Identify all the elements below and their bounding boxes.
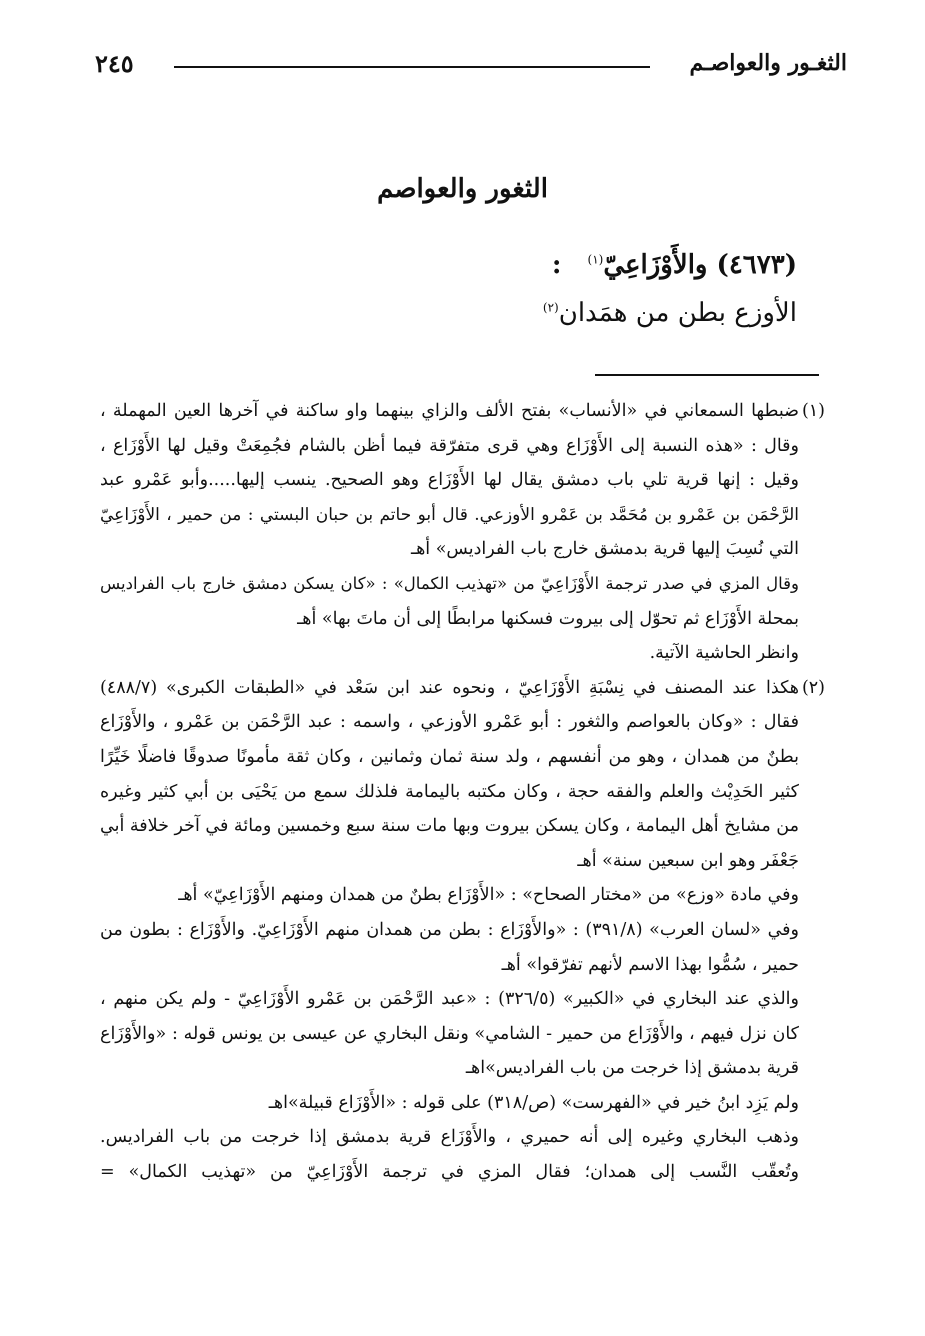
footnote-line xyxy=(100,844,825,879)
page-number: ٢٤٥ xyxy=(95,48,134,78)
running-title: الثغـور والعواصـم xyxy=(689,50,847,76)
entry-text: (٤٦٧٣) والأَوْزَاعِيّ xyxy=(603,250,797,280)
footnote-text: كان نزل فيهم ، والأَوْزَاع من حمير - الشامي» ونقل البخاري عن عيسى بن يونس قوله : «والأَوْزَاع xyxy=(100,1023,799,1044)
footnote-line xyxy=(100,809,825,844)
footnote-line xyxy=(100,394,825,429)
entry-body-text: الأوزع بطن من همَدان xyxy=(558,298,797,328)
footnote-line xyxy=(100,1155,825,1190)
footnote-line xyxy=(100,1120,825,1155)
footnote-text: من مشايخ أهل اليمامة ، وكان يسكن بيروت وبها مات سنة سبع وخمسين ومائة في آخر خلافة أبي xyxy=(100,816,799,837)
entry-note-ref: (١) xyxy=(587,252,604,267)
header-rule xyxy=(174,66,650,68)
footnote-marker: (٢) xyxy=(801,677,825,698)
footnote-line xyxy=(100,982,825,1017)
footnote-line xyxy=(100,463,825,498)
footnote-line xyxy=(100,636,825,671)
footnote-text: بطنٌ من همدان ، وهو من أنفسهم ، ولد سنة ثمان وثمانين ، وكان ثقة مأمونًا صدوقًا فاضلًا خَيِّرًا xyxy=(100,746,799,767)
footnote-text: وقيل : إنها قرية تلي باب دمشق يقال لها الأَوْزَاع وهو الصحيح. ينسب إليها.....وأبو عَمْرو عبد xyxy=(100,470,799,491)
footnote-text: قرية بدمشق إذا خرجت من باب الفراديس»اهـ xyxy=(465,1058,799,1079)
footnote-text: وقال المزي في صدر ترجمة الأَوْزَاعِيّ من «تهذيب الكمال» : «كان يسكن دمشق خارج باب الفراديس xyxy=(100,573,799,593)
footnote-text: وفي «لسان العرب» (٣٩١/٨) : «والأَوْزَاع : بطن من همدان منهم الأَوْزَاعِيّ. والأَوْزَاع : بطون من xyxy=(100,919,799,940)
footnote-line xyxy=(100,567,825,602)
running-header xyxy=(95,38,847,88)
footnote-text: الرَّحْمَن بن عَمْرو بن مُحَمَّد بن عَمْرو الأوزعي. قال أبو حاتم بن حبان البستي : من حمير ، الأَوْزَاعِيّ xyxy=(100,504,799,525)
footnote-text: والذي عند البخاري في «الكبير» (٣٢٦/٥) : «عبد الرَّحْمَن بن عَمْرو الأَوْزَاعِيّ - ولم يكن منهم ، xyxy=(100,989,799,1010)
footnote-text: وتُعقّب النَّسب إلى همدان؛ فقال المزي في ترجمة الأَوْزَاعِيّ من «تهذيب الكمال» = xyxy=(100,1162,799,1183)
footnote-line xyxy=(100,705,825,740)
footnote-text: ولم يَزِد ابنُ خير في «الفهرست» (ص/٣١٨) على قوله : «الأَوْزَاع قبيلة»اهـ xyxy=(268,1092,799,1113)
footnote-line xyxy=(100,671,825,706)
footnote-line xyxy=(100,740,825,775)
footnote-line xyxy=(100,878,825,913)
footnote-line xyxy=(100,1051,825,1086)
entry-heading xyxy=(552,250,797,280)
footnote-text: هكذا عند المصنف في نِسْبَةِ الأَوْزَاعِيّ ، ونحوه عند ابن سَعْد في «الطبقات الكبرى» (٤٨٨/٧) xyxy=(100,677,799,698)
footnote-text: بمحلة الأَوْزَاع ثم تحوّل إلى بيروت فسكنها مرابطًا إلى أن ماتَ بها» أهـ xyxy=(297,608,799,629)
footnote-text: التي نُسِبَ إليها قرية بدمشق خارج باب الفراديس» أهـ xyxy=(410,539,799,560)
footnote-line xyxy=(100,913,825,948)
footnote-text: وذهب البخاري وغيره إلى أنه حميري ، والأَوْزَاع قرية بدمشق إذا خرجت من باب الفراديس. xyxy=(100,1127,799,1148)
body-note-ref: (٢) xyxy=(542,300,559,315)
section-title: الثغور والعواصم xyxy=(377,174,548,204)
footnote-text: وفي مادة «وزع» من «مختار الصحاح» : «الأَوْزَاع بطنٌ من همدان ومنهم الأَوْزَاعِيّ» أهـ xyxy=(178,885,799,906)
footnote-text: ضبطها السمعاني في «الأنساب» بفتح الألف والزاي بينهما واو ساكنة في آخرها العين المهملة ، xyxy=(100,401,799,421)
footnote-text: جَعْفَر وهو ابن سبعين سنة» أهـ xyxy=(577,850,799,871)
footnote-marker: (١) xyxy=(801,401,825,421)
footnote-line xyxy=(100,948,825,983)
footnote-line xyxy=(100,498,825,533)
footnote-line xyxy=(100,1017,825,1052)
footnote-separator xyxy=(595,374,819,376)
footnote-line xyxy=(100,1086,825,1121)
footnote-text: وانظر الحاشية الآتية. xyxy=(649,643,799,664)
footnote-line xyxy=(100,602,825,637)
footnote-line xyxy=(100,429,825,464)
entry-colon: : xyxy=(551,250,562,280)
entry-body xyxy=(543,298,797,328)
footnotes xyxy=(100,394,825,1190)
footnote-text: فقال : «وكان بالعواصم والثغور : أبو عَمْرو الأوزعي ، واسمه : عبد الرَّحْمَن بن عَمْرو ، والأَوْزَاع xyxy=(100,712,799,733)
footnote-line xyxy=(100,775,825,810)
footnote-line xyxy=(100,532,825,567)
footnote-text: كثير الحَدِيْث والعلم والفقه حجة ، وكان مكتبه باليمامة فلذلك سمع من يَحْيَى بن أبي كثير وغيره xyxy=(100,781,799,802)
footnote-text: وقال : «هذه النسبة إلى الأَوْزَاع وهي قرى متفرّقة فيما أظن بالشام فجُمِعَتْ وقيل لها الأَوْزَاع ، xyxy=(100,435,799,456)
footnote-text: حمير ، سُمُّوا بهذا الاسم لأنهم تفرّقوا» أهـ xyxy=(501,954,799,975)
